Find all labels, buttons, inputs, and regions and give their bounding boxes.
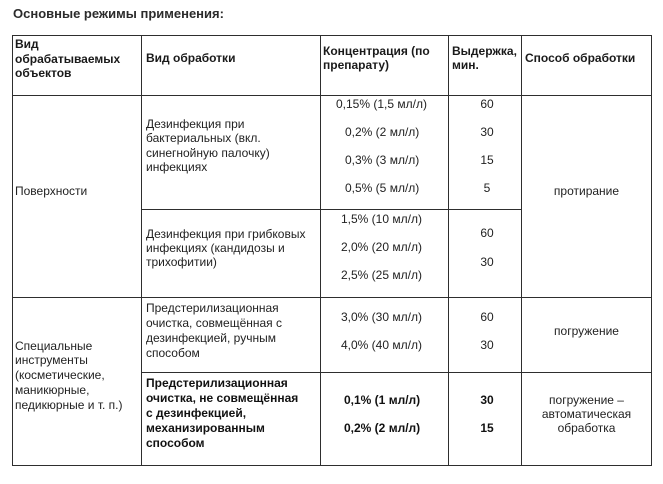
treatment-bacterial-line3: синегнойную палочку) [146,146,270,160]
header-concentration-line2: препарату) [323,58,390,72]
treatment-bacterial-line1: Дезинфекция при [146,117,245,131]
exposure-fungal-1: 60 [480,226,494,240]
object-instruments-line5: педикюрные и т. п.) [15,398,123,412]
method-manual: погружение [554,324,619,338]
method-mechanized-line1: погружение – [549,393,624,407]
header-exposure-line1: Выдержка, [452,44,517,58]
exposure-mechanized-2: 15 [480,421,494,435]
treatment-fungal-line3: трихофитии) [146,255,217,269]
treatment-manual-line2: очистка, совмещённая с [146,316,282,330]
treatment-mechanized-line5: способом [146,436,205,450]
exposure-bacterial-4: 5 [483,181,491,195]
conc-bacterial-2: 0,2% (2 мл/л) [345,125,420,139]
treatment-mechanized-line1: Предстерилизационная [146,376,288,390]
exposure-fungal-2: 30 [480,255,494,269]
conc-manual-1: 3,0% (30 мл/л) [341,310,422,324]
table-border-left [12,35,13,466]
header-object-line2: обрабатываемых [15,52,121,66]
treatment-manual-line4: способом [146,346,200,360]
conc-fungal-1: 1,5% (10 мл/л) [341,212,422,226]
method-surfaces: протирание [553,184,620,198]
exposure-manual-2: 30 [480,338,494,352]
table-border-top [12,35,652,36]
conc-mechanized-1: 0,1% (1 мл/л) [344,393,421,407]
header-exposure-line2: мин. [452,58,479,72]
row-separator-surfaces-sub [141,209,522,210]
object-surfaces: Поверхности [15,184,88,198]
conc-mechanized-2: 0,2% (2 мл/л) [344,421,421,435]
treatment-fungal-line2: инфекциях (кандидозы и [146,241,285,255]
conc-bacterial-3: 0,3% (3 мл/л) [345,153,420,167]
col-separator-3 [448,35,449,466]
conc-fungal-2: 2,0% (20 мл/л) [341,240,422,254]
treatment-manual-line1: Предстерилизационная [146,301,279,315]
row-separator-instruments-sub [141,372,652,373]
header-object-line1: Вид [15,37,39,51]
table-border-bottom [12,465,652,466]
object-instruments-line1: Специальные [15,339,93,353]
exposure-manual-1: 60 [480,310,494,324]
exposure-mechanized-1: 30 [480,393,494,407]
method-mechanized-line3: обработка [557,421,616,435]
table-border-right [651,35,652,466]
col-separator-2 [320,35,321,466]
exposure-bacterial-1: 60 [480,97,494,111]
header-separator [12,95,652,96]
conc-bacterial-4: 0,5% (5 мл/л) [345,181,420,195]
header-object-line3: объектов [15,66,72,80]
object-instruments-line2: инструменты [15,353,88,367]
treatment-mechanized-line3: с дезинфекцией, [146,406,247,420]
object-instruments-line3: (косметические, [15,368,105,382]
method-mechanized-line2: автоматическая [541,407,632,421]
conc-bacterial-1: 0,15% (1,5 мл/л) [336,97,427,111]
treatment-fungal-line1: Дезинфекция при грибковых [146,227,306,241]
exposure-bacterial-3: 15 [480,153,494,167]
header-treatment: Вид обработки [146,51,236,65]
treatment-mechanized-line4: механизированным [146,421,265,435]
conc-fungal-3: 2,5% (25 мл/л) [341,268,422,282]
treatment-bacterial-line4: инфекциях [146,160,208,174]
conc-manual-2: 4,0% (40 мл/л) [341,338,422,352]
header-concentration-line1: Концентрация (по [323,44,430,58]
exposure-bacterial-2: 30 [480,125,494,139]
col-separator-1 [141,35,142,466]
treatment-manual-line3: дезинфекцией, ручным [146,331,276,345]
object-instruments-line4: маникюрные, [15,383,90,397]
row-separator-group [12,297,652,298]
page-title: Основные режимы применения: [13,6,224,21]
header-method: Способ обработки [525,51,636,65]
treatment-mechanized-line2: очистка, не совмещённая [146,391,299,405]
treatment-bacterial-line2: бактериальных (вкл. [146,131,261,145]
